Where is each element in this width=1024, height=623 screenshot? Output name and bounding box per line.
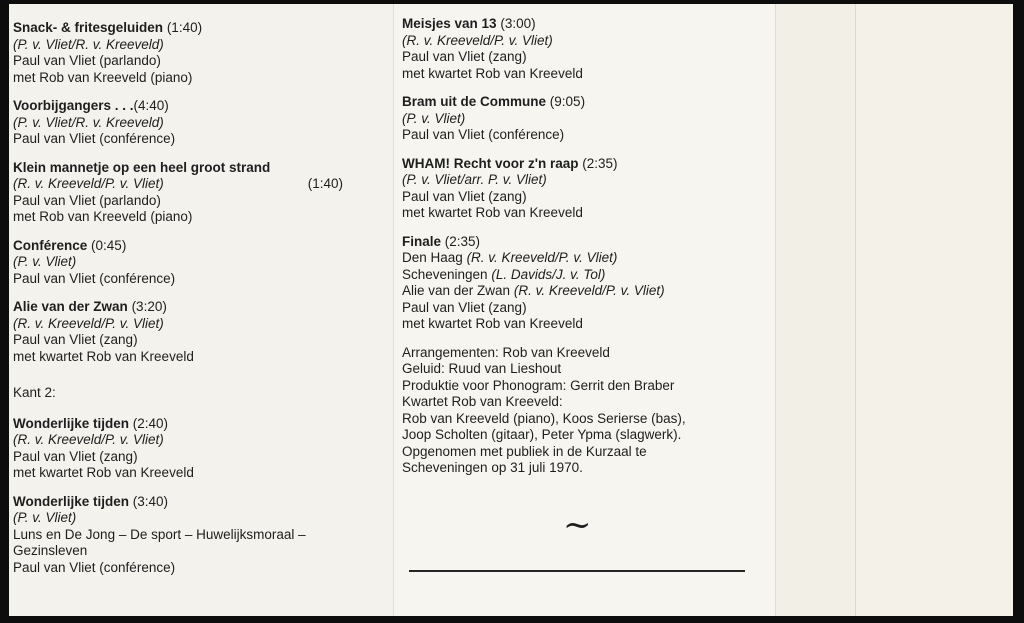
- track-title: Meisjes van 13: [402, 16, 497, 31]
- track-performer: Paul van Vliet (conférence): [13, 559, 176, 575]
- track-accompaniment: met Rob van Kreeveld (piano): [13, 209, 193, 224]
- track-subtitle: Gezinsleven: [13, 543, 88, 558]
- track-title: Snack- & fritesgeluiden: [13, 20, 164, 35]
- track-duration: (0:45): [91, 237, 127, 253]
- track-credit: (R. v. Kreeveld/P. v. Vliet): [13, 176, 164, 191]
- track-performer: Paul van Vliet (zang): [13, 332, 138, 347]
- track-duration: (1:40): [166, 20, 203, 35]
- inlay-panel-spine: [775, 4, 856, 616]
- track-credit: (P. v. Vliet): [13, 254, 77, 269]
- notes-line: Joop Scholten (gitaar), Peter Ypma (slagwerk).: [402, 427, 682, 442]
- track-credit: (R. v. Kreeveld/P. v. Vliet): [402, 32, 553, 48]
- track-title: Finale: [402, 233, 442, 249]
- track-duration: (3:40): [132, 493, 169, 509]
- track-credit: (P. v. Vliet/R. v. Kreeveld): [13, 114, 164, 130]
- medley-item-credit: (L. Davids/J. v. Tol): [491, 266, 606, 282]
- track-duration: (2:40): [132, 415, 169, 431]
- track-title: Wonderlijke tijden: [13, 415, 130, 431]
- track-duration: (3:00): [500, 16, 536, 31]
- track-entry: [402, 94, 747, 144]
- finale-entry: [402, 234, 747, 333]
- notes-line: Opgenomen met publiek in de Kurzaal te: [402, 443, 647, 459]
- track-credit: (R. v. Kreeveld/P. v. Vliet): [13, 432, 164, 447]
- track-duration: (2:35): [582, 155, 618, 171]
- track-title: Alie van der Zwan: [13, 299, 128, 314]
- tilde-ornament: ~: [563, 505, 592, 545]
- track-subtitle: Luns en De Jong – De sport – Huwelijksmoraal –: [13, 526, 306, 542]
- notes-line: Scheveningen op 31 juli 1970.: [402, 460, 583, 475]
- side-label: Kant 2:: [13, 385, 56, 400]
- medley-item-credit: (R. v. Kreeveld/P. v. Vliet): [513, 283, 665, 298]
- medley-item: [402, 267, 747, 284]
- track-duration: (9:05): [549, 94, 586, 109]
- track-entry: [13, 160, 378, 226]
- notes-line: Rob van Kreeveld (piano), Koos Serierse (bas),: [402, 410, 686, 426]
- track-title: Klein mannetje op een heel groot strand: [13, 159, 271, 175]
- notes-line: Produktie voor Phonogram: Gerrit den Braber: [402, 377, 675, 393]
- track-accompaniment: met kwartet Rob van Kreeveld: [402, 205, 583, 220]
- notes-line: Kwartet Rob van Kreeveld:: [402, 394, 563, 409]
- track-performer: Paul van Vliet (parlando): [13, 192, 161, 208]
- medley-item-name: Alie van der Zwan: [402, 283, 511, 298]
- track-performer: Paul van Vliet (conférence): [13, 270, 176, 286]
- track-duration: (1:40): [307, 176, 343, 191]
- track-performer: Paul van Vliet (conférence): [13, 131, 176, 146]
- track-performer: Paul van Vliet (parlando): [13, 53, 161, 68]
- track-credit: (P. v. Vliet): [402, 110, 466, 126]
- track-performer: Paul van Vliet (zang): [402, 299, 527, 315]
- medley-item-credit: (R. v. Kreeveld/P. v. Vliet): [466, 250, 618, 265]
- production-notes: [402, 345, 747, 477]
- track-accompaniment: met kwartet Rob van Kreeveld: [402, 65, 583, 81]
- medley-item: [402, 283, 747, 300]
- medley-item-name: Den Haag: [402, 250, 463, 265]
- track-accompaniment: met kwartet Rob van Kreeveld: [13, 348, 194, 364]
- track-credit: (P. v. Vliet/arr. P. v. Vliet): [402, 172, 547, 187]
- track-entry: [402, 156, 747, 222]
- track-entry: [13, 20, 378, 86]
- notes-line: Arrangementen: Rob van Kreeveld: [402, 344, 610, 360]
- inlay-panel-flap: [855, 4, 1013, 616]
- track-performer: Paul van Vliet (zang): [13, 448, 138, 464]
- track-duration: (3:20): [131, 299, 167, 314]
- track-entry: [13, 98, 378, 148]
- track-entry: [13, 299, 378, 365]
- track-performer: Paul van Vliet (zang): [402, 188, 527, 204]
- track-credit: (P. v. Vliet/R. v. Kreeveld): [13, 36, 164, 52]
- track-title: Voorbijgangers . . .: [13, 98, 134, 113]
- medley-item: [402, 250, 747, 267]
- track-title: Bram uit de Commune: [402, 94, 547, 109]
- track-entry: [402, 16, 747, 82]
- track-title: Conférence: [13, 237, 88, 253]
- track-entry: [13, 416, 378, 482]
- track-title: WHAM! Recht voor z'n raap: [402, 155, 579, 171]
- medley-item-name: Scheveningen: [402, 266, 488, 282]
- track-accompaniment: met kwartet Rob van Kreeveld: [402, 316, 583, 331]
- track-credit: (R. v. Kreeveld/P. v. Vliet): [13, 315, 164, 331]
- track-performer: Paul van Vliet (conférence): [402, 127, 565, 142]
- divider-rule: [409, 570, 745, 572]
- track-entry: [13, 238, 378, 288]
- track-performer: Paul van Vliet (zang): [402, 49, 527, 64]
- track-entry: [13, 494, 378, 577]
- track-credit: (P. v. Vliet): [13, 510, 77, 525]
- track-duration: (4:40): [133, 98, 169, 113]
- tracklist-right: [402, 16, 747, 477]
- notes-line: Geluid: Ruud van Lieshout: [402, 361, 562, 376]
- track-title: Wonderlijke tijden: [13, 493, 130, 509]
- track-accompaniment: met Rob van Kreeveld (piano): [13, 69, 193, 85]
- track-duration: (2:35): [444, 233, 481, 249]
- tracklist-left: [13, 20, 378, 588]
- track-accompaniment: met kwartet Rob van Kreeveld: [13, 465, 194, 480]
